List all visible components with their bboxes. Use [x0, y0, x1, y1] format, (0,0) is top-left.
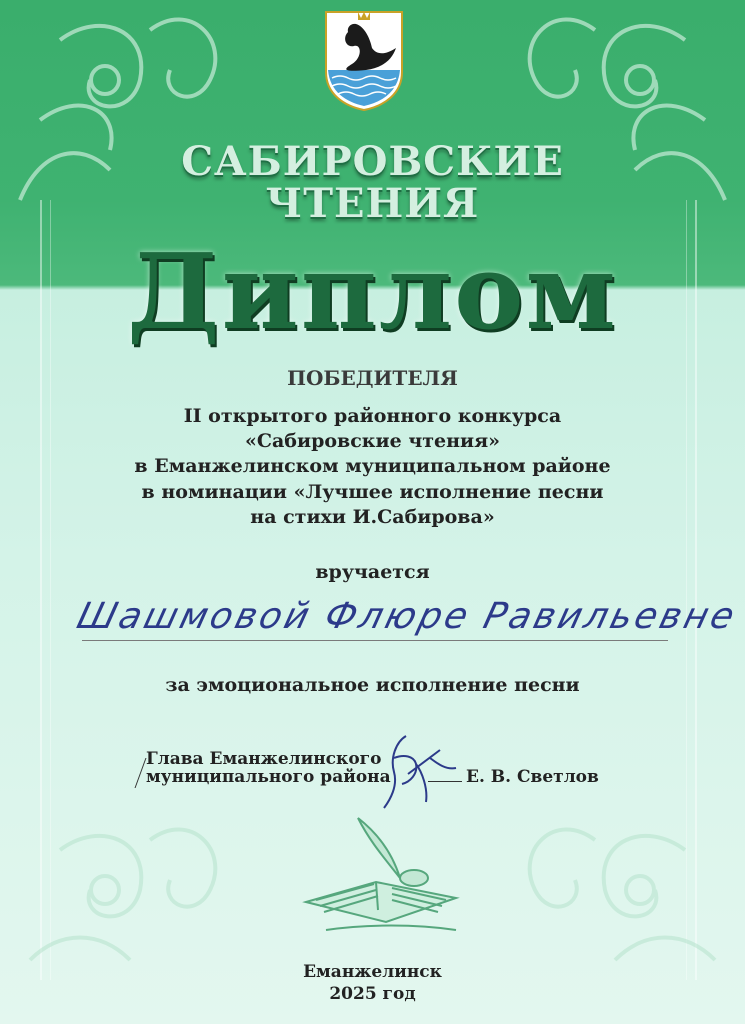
award-reason: за эмоциональное исполнение песни	[165, 674, 580, 696]
swan-coat-of-arms-icon	[322, 8, 406, 112]
title-line-2: ЧТЕНИЯ	[265, 180, 480, 227]
title-line-1: САБИРОВСКИЕ	[181, 138, 564, 185]
handwritten-signature	[370, 728, 460, 818]
recipient-underline	[82, 640, 668, 641]
signatory-title-line-2: муниципального района	[146, 767, 391, 787]
winner-subtitle: ПОБЕДИТЕЛЯ	[287, 366, 458, 390]
recipient-name: Шашмовой Флюре Равильевне	[72, 596, 742, 637]
year-label: 2025 год	[329, 984, 416, 1004]
contest-line: II открытого районного конкурса	[183, 405, 562, 427]
awarded-label: вручается	[315, 561, 430, 583]
city-label: Еманжелинск	[303, 962, 442, 982]
signatory-title-line-1: Глава Еманжелинского	[146, 749, 382, 769]
book-and-quill-icon	[296, 812, 466, 942]
diploma-heading: Диплом	[127, 230, 618, 353]
contest-line: на стихи И.Сабирова»	[250, 506, 495, 528]
signatory-name: Е. В. Светлов	[466, 767, 599, 787]
contest-line: «Сабировские чтения»	[245, 430, 500, 452]
contest-line: в номинации «Лучшее исполнение песни	[141, 481, 604, 503]
contest-line: в Еманжелинском муниципальном районе	[134, 455, 611, 477]
